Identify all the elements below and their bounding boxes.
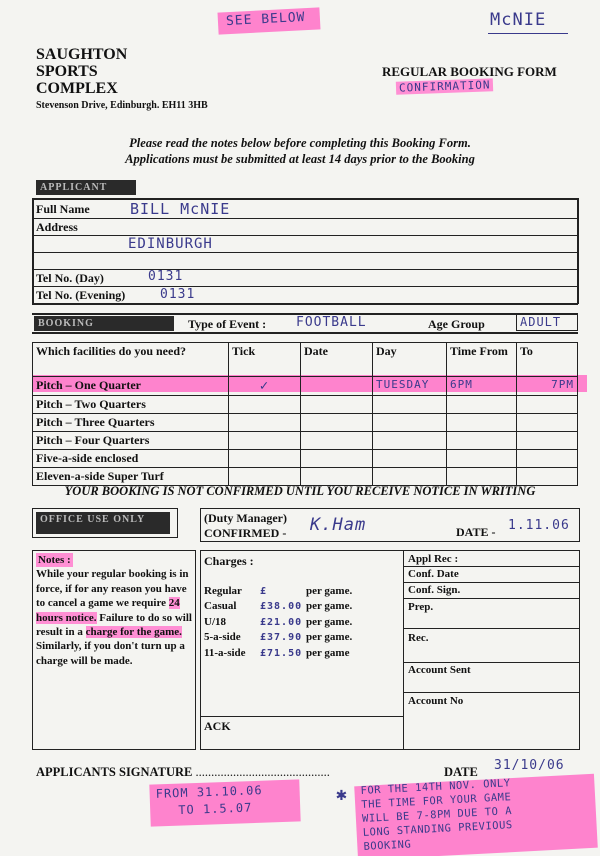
office-section-label: OFFICE USE ONLY (36, 512, 170, 534)
office-box (32, 508, 178, 538)
list-item: Regular £ per game. (204, 585, 353, 597)
rule (32, 332, 578, 334)
list-item: Casual £38.00 per game. (204, 600, 353, 613)
age-group-value: ADULT (520, 315, 562, 329)
rule (32, 235, 578, 236)
applicant-signature-label: APPLICANTS SIGNATURE ........................................... (36, 765, 330, 779)
full-name-label: Full Name (36, 202, 90, 216)
table-row: Eleven-a-side Super Turf (33, 468, 578, 486)
rule (200, 716, 404, 717)
admin-appl-rec: Appl Rec : (408, 553, 459, 565)
col-time-from: Time From (447, 343, 517, 377)
table-row: Five-a-side enclosed (33, 450, 578, 468)
confirm-date-value: 1.11.06 (508, 518, 570, 533)
tel-evening-value: 0131 (160, 287, 196, 302)
notes-panel: Notes : While your regular booking is in force, if for any reason you have to cancel a game we require 24 hours notice. Failure to do so will result in a charge for the game. Similarly, if you don't turn up a charge will be made. (36, 554, 192, 667)
confirm-date-label: DATE - (456, 525, 496, 539)
rule (32, 218, 578, 219)
event-type-value: FOOTBALL (296, 315, 367, 330)
signature-date-label: DATE (444, 765, 478, 779)
rule (404, 662, 580, 663)
table-row: Pitch – Three Quarters (33, 414, 578, 432)
rule (404, 582, 580, 583)
admin-conf-date: Conf. Date (408, 568, 459, 580)
rule (32, 303, 578, 305)
rule (404, 692, 580, 693)
list-item: 11-a-side £71.50 per game (204, 646, 350, 659)
admin-account-no: Account No (408, 695, 464, 707)
ack-label: ACK (204, 719, 231, 733)
annotation-confirmation: CONFIRMATION (396, 78, 494, 94)
name-underline (488, 33, 568, 34)
admin-box (404, 550, 580, 750)
org-name: SAUGHTON SPORTS COMPLEX (36, 46, 128, 97)
table-row: Pitch – Four Quarters (33, 432, 578, 450)
list-item: 5-a-side £37.90 per game. (204, 631, 353, 644)
applicant-section-label: APPLICANT (36, 180, 136, 195)
rule (32, 269, 578, 270)
rule (404, 598, 580, 599)
tel-evening-label: Tel No. (Evening) (36, 288, 126, 302)
address-label: Address (36, 220, 78, 234)
event-type-label: Type of Event : (188, 317, 267, 331)
signature-date-value: 31/10/06 (494, 758, 565, 773)
instructions: Please read the notes below before completing this Booking Form. Applications must be submitted at least 14 days prior to the Booking (125, 136, 475, 166)
star-mark: ✱ (336, 784, 348, 805)
rule (404, 628, 580, 629)
rule (32, 198, 34, 304)
table-row: Pitch – Two Quarters (33, 396, 578, 414)
notes-title: Notes : (38, 554, 71, 566)
form-title: REGULAR BOOKING FORM (382, 64, 557, 79)
table-row: Pitch – One Quarter ✓ TUESDAY 6PM 7PM (33, 377, 578, 396)
rule (32, 252, 578, 253)
booking-section-label: BOOKING (34, 316, 174, 331)
admin-rec: Rec. (408, 632, 429, 644)
address-value: EDINBURGH (128, 236, 213, 252)
full-name-value: BILL McNIE (130, 200, 231, 218)
confirmed-label: CONFIRMED - (204, 526, 287, 540)
time-change-note: FOR THE 14TH NOV. ONLY THE TIME FOR YOUR GAME WILL BE 7-8PM DUE TO A LONG STANDING PREVIOUS BOOKING (360, 777, 514, 853)
duty-manager-label: (Duty Manager) (204, 511, 287, 525)
list-item: U/18 £21.00 per game. (204, 615, 353, 628)
facilities-table (32, 342, 578, 486)
rule (32, 198, 578, 200)
confirmation-notice: YOUR BOOKING IS NOT CONFIRMED UNTIL YOU RECEIVE NOTICE IN WRITING (64, 484, 536, 498)
annotation-see-below: SEE BELOW (225, 9, 306, 30)
rule (404, 566, 580, 567)
annotation-name: McNIE (490, 10, 547, 30)
tel-day-value: 0131 (148, 269, 184, 284)
col-to: To (517, 343, 578, 377)
org-address: Stevenson Drive, Edinburgh. EH11 3HB (36, 100, 208, 111)
col-facility: Which facilities do you need? (33, 343, 229, 377)
rule (577, 198, 579, 304)
col-date: Date (301, 343, 373, 377)
admin-conf-sign: Conf. Sign. (408, 584, 461, 596)
booking-period: FROM 31.10.06 TO 1.5.07 (155, 783, 263, 818)
rule (32, 286, 578, 287)
tick-mark: ✓ (229, 377, 301, 396)
charges-title: Charges : (204, 554, 254, 568)
tel-day-label: Tel No. (Day) (36, 271, 104, 285)
age-group-label: Age Group (428, 317, 485, 331)
col-day: Day (373, 343, 447, 377)
col-tick: Tick (229, 343, 301, 377)
manager-signature: K.Ham (310, 515, 367, 535)
charges-list (204, 584, 352, 661)
admin-prep: Prep. (408, 601, 434, 613)
admin-account-sent: Account Sent (408, 664, 471, 676)
